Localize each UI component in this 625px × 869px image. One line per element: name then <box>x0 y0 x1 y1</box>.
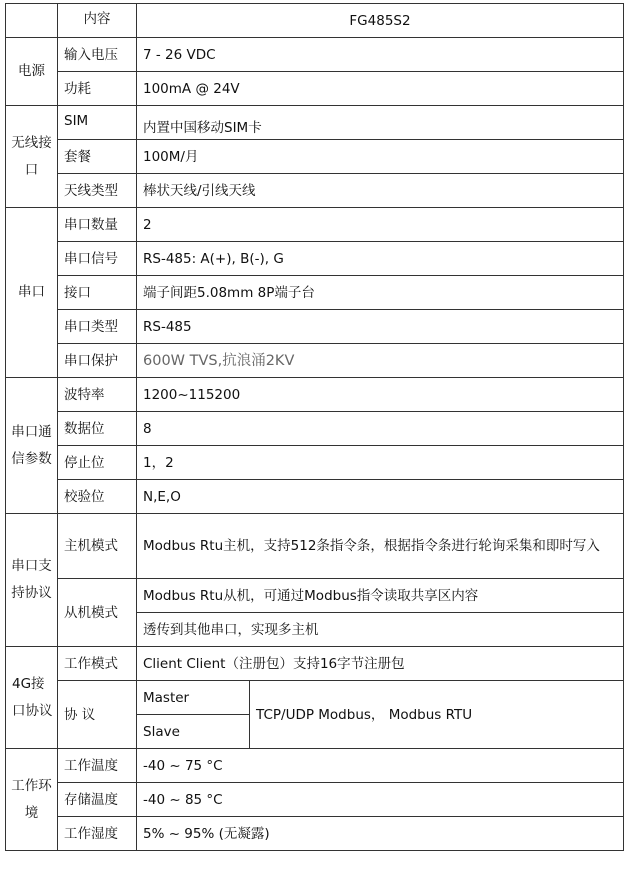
row-value: 1，2 <box>137 446 624 480</box>
row-label: SIM <box>58 106 137 140</box>
row-value: 2 <box>137 208 624 242</box>
row-label: 串口类型 <box>58 310 137 344</box>
header-row <box>6 4 624 38</box>
category-wireless: 无线接口 <box>6 106 58 208</box>
header-empty <box>6 4 58 38</box>
row-label: 存储温度 <box>58 783 137 817</box>
row-label: 套餐 <box>58 140 137 174</box>
row-label: 串口保护 <box>58 344 137 378</box>
row-label: 工作模式 <box>58 647 137 681</box>
spec-table <box>5 3 624 851</box>
row-value: 1200~115200 <box>137 378 624 412</box>
row-value: -40 ~ 75 °C <box>137 749 624 783</box>
row-label: 串口信号 <box>58 242 137 276</box>
row-value: 8 <box>137 412 624 446</box>
header-model: FG485S2 <box>137 4 624 38</box>
protocol-slave: Slave <box>137 715 250 749</box>
row-label: 工作温度 <box>58 749 137 783</box>
row-label: 天线类型 <box>58 174 137 208</box>
header-content: 内容 <box>58 4 137 38</box>
row-value: 端子间距5.08mm 8P端子台 <box>137 276 624 310</box>
row-value: Modbus Rtu主机，支持512条指令条，根据指令条进行轮询采集和即时写入 <box>137 514 624 579</box>
row-label: 数据位 <box>58 412 137 446</box>
row-label: 工作湿度 <box>58 817 137 851</box>
row-label: 输入电压 <box>58 38 137 72</box>
row-label: 串口数量 <box>58 208 137 242</box>
row-value: 棒状天线/引线天线 <box>137 174 624 208</box>
row-value: 7 - 26 VDC <box>137 38 624 72</box>
category-serial: 串口 <box>6 208 58 378</box>
category-4g: 4G接口协议 <box>6 647 58 749</box>
row-value: 5% ~ 95% (无凝露) <box>137 817 624 851</box>
row-label: 停止位 <box>58 446 137 480</box>
row-value: -40 ~ 85 °C <box>137 783 624 817</box>
category-power: 电源 <box>6 38 58 106</box>
category-comm: 串口通信参数 <box>6 378 58 514</box>
row-value: 透传到其他串口，实现多主机 <box>137 613 624 647</box>
protocol-value: TCP/UDP Modbus， Modbus RTU <box>250 681 624 749</box>
row-value: RS-485: A(+), B(-), G <box>137 242 624 276</box>
row-value: 100M/月 <box>137 140 624 174</box>
category-protocol: 串口支持协议 <box>6 514 58 647</box>
row-value: 600W TVS,抗浪涌2KV <box>137 344 624 378</box>
row-value: RS-485 <box>137 310 624 344</box>
protocol-master: Master <box>137 681 250 715</box>
row-label: 协 议 <box>58 681 137 749</box>
row-label: 从机模式 <box>58 579 137 647</box>
row-label: 功耗 <box>58 72 137 106</box>
row-value: N,E,O <box>137 480 624 514</box>
row-value: Modbus Rtu从机，可通过Modbus指令读取共享区内容 <box>137 579 624 613</box>
row-label: 校验位 <box>58 480 137 514</box>
row-label: 主机模式 <box>58 514 137 579</box>
row-value: 100mA @ 24V <box>137 72 624 106</box>
row-label: 波特率 <box>58 378 137 412</box>
row-value: 内置中国移动SIM卡 <box>137 106 624 140</box>
category-env: 工作环境 <box>6 749 58 851</box>
row-label: 接口 <box>58 276 137 310</box>
row-value: Client Client（注册包）支持16字节注册包 <box>137 647 624 681</box>
